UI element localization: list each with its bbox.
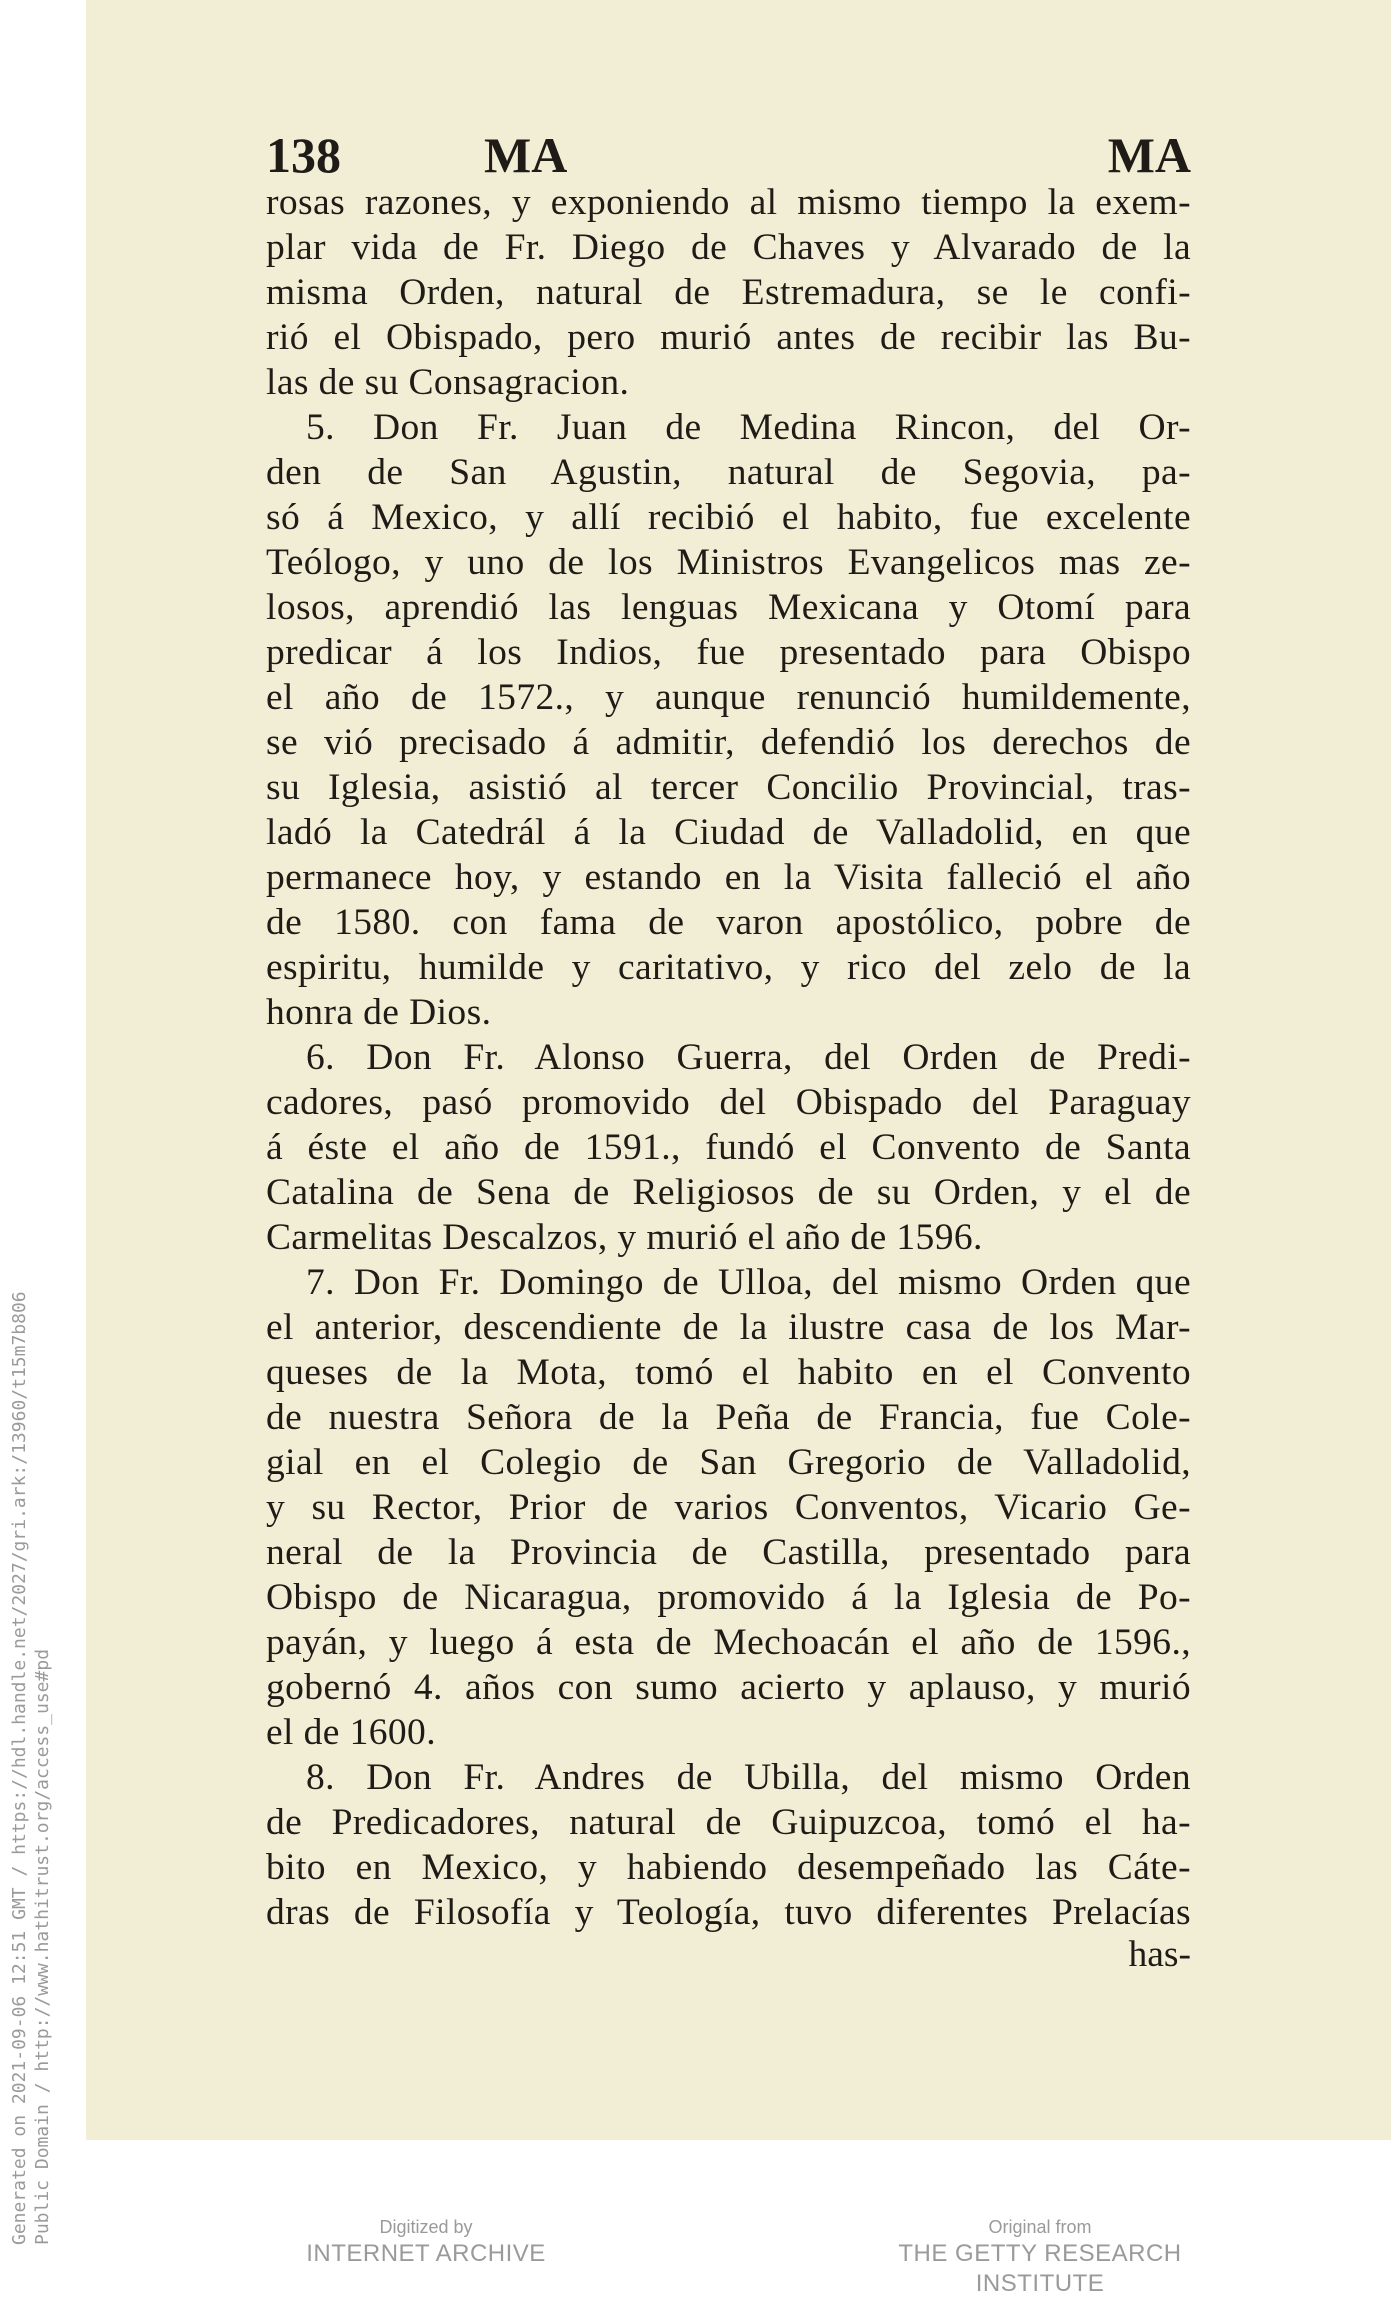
page-number: 138 — [266, 127, 341, 183]
running-head-right: MA — [1107, 127, 1191, 183]
text-line: 6. Don Fr. Alonso Guerra, del Orden de Predi- — [306, 1037, 1191, 1078]
text-line: payán, y luego á esta de Mechoacán el año de 1596., — [266, 1622, 1191, 1663]
text-line: 5. Don Fr. Juan de Medina Rincon, del Or- — [306, 407, 1191, 448]
text-line: á éste el año de 1591., fundó el Convento de Santa — [266, 1127, 1191, 1168]
generation-stamp — [8, 1291, 54, 2245]
text-line: se vió precisado á admitir, defendió los derechos de — [266, 722, 1191, 763]
text-line: dras de Filosofía y Teología, tuvo diferentes Prelacías — [266, 1892, 1191, 1933]
body-text — [266, 180, 1191, 1935]
text-line: só á Mexico, y allí recibió el habito, fue excelente — [266, 497, 1191, 538]
text-line: 8. Don Fr. Andres de Ubilla, del mismo Orden — [306, 1757, 1191, 1798]
text-line: Carmelitas Descalzos, y murió el año de 1596. — [266, 1217, 983, 1258]
digitizer-name: INTERNET ARCHIVE — [306, 2240, 546, 2267]
text-line: ladó la Catedrál á la Ciudad de Valladolid, en que — [266, 812, 1191, 853]
digitized-by-label: Digitized by — [379, 2217, 473, 2237]
text-line: Obispo de Nicaragua, promovido á la Iglesia de Po- — [266, 1577, 1191, 1618]
text-line: plar vida de Fr. Diego de Chaves y Alvarado de la — [266, 227, 1191, 268]
text-line: las de su Consagracion. — [266, 362, 630, 403]
scanned-page — [86, 0, 1391, 2140]
text-line: predicar á los Indios, fue presentado para Obispo — [266, 632, 1191, 673]
text-line: su Iglesia, asistió al tercer Concilio Provincial, tras- — [266, 767, 1191, 808]
license-stamp-line: Public Domain / http://www.hathitrust.org/access_use#pd — [32, 1648, 53, 2245]
text-line: misma Orden, natural de Estremadura, se le confi- — [266, 272, 1191, 313]
text-line: y su Rector, Prior de varios Conventos, Vicario Ge- — [266, 1487, 1191, 1528]
text-line: rió el Obispado, pero murió antes de recibir las Bu- — [266, 317, 1191, 358]
text-line: Catalina de Sena de Religiosos de su Orden, y el de — [266, 1172, 1191, 1213]
catchword: has- — [1128, 1934, 1191, 1975]
text-line: honra de Dios. — [266, 992, 492, 1033]
text-line: de Predicadores, natural de Guipuzcoa, tomó el ha- — [266, 1802, 1191, 1843]
text-line: den de San Agustin, natural de Segovia, pa- — [266, 452, 1191, 493]
text-line: 7. Don Fr. Domingo de Ulloa, del mismo Orden que — [306, 1262, 1191, 1303]
text-line: neral de la Provincia de Castilla, presentado para — [266, 1532, 1191, 1573]
text-line: espiritu, humilde y caritativo, y rico del zelo de la — [266, 947, 1191, 988]
text-line: gobernó 4. años con sumo acierto y aplauso, y murió — [266, 1667, 1191, 1708]
text-line: queses de la Mota, tomó el habito en el Convento — [266, 1352, 1191, 1393]
text-line: el de 1600. — [266, 1712, 436, 1753]
text-line: de nuestra Señora de la Peña de Francia, fue Cole- — [266, 1397, 1191, 1438]
text-line: cadores, pasó promovido del Obispado del Paraguay — [266, 1082, 1191, 1123]
text-line: de 1580. con fama de varon apostólico, pobre de — [266, 902, 1191, 943]
generation-stamp-line: Generated on 2021-09-06 12:51 GMT / https://hdl.handle.net/2027/gri.ark:/13960/t15m7b806 — [9, 1291, 30, 2245]
text-line: permanece hoy, y estando en la Visita falleció el año — [266, 857, 1191, 898]
original-from-credit — [850, 2215, 1230, 2299]
original-from-label: Original from — [988, 2217, 1092, 2237]
digitized-by-credit — [236, 2215, 616, 2269]
source-institution: THE GETTY RESEARCH INSTITUTE — [898, 2240, 1182, 2297]
text-line: gial en el Colegio de San Gregorio de Valladolid, — [266, 1442, 1191, 1483]
text-line: el anterior, descendiente de la ilustre casa de los Mar- — [266, 1307, 1191, 1348]
text-line: Teólogo, y uno de los Ministros Evangelicos mas ze- — [266, 542, 1191, 583]
text-line: losos, aprendió las lenguas Mexicana y Otomí para — [266, 587, 1191, 628]
text-line: rosas razones, y exponiendo al mismo tiempo la exem- — [266, 182, 1191, 223]
text-line: el año de 1572., y aunque renunció humildemente, — [266, 677, 1191, 718]
text-line: bito en Mexico, y habiendo desempeñado las Cáte- — [266, 1847, 1191, 1888]
running-head-left: MA — [484, 127, 568, 183]
